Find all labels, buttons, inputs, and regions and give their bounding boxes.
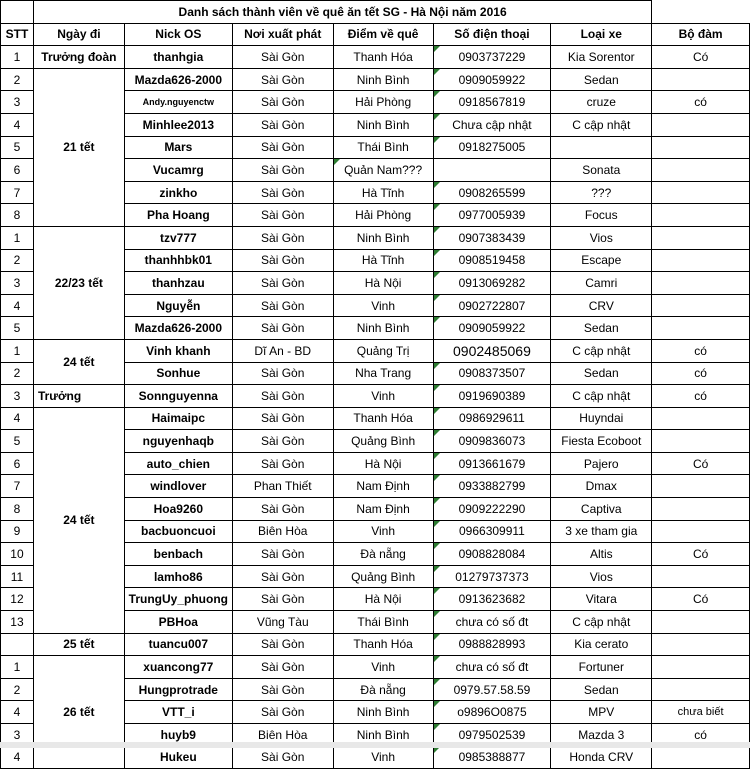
cell-radio[interactable]: [652, 498, 750, 521]
cell-from[interactable]: Sài Gòn: [232, 294, 333, 317]
cell-car[interactable]: Vios: [551, 565, 652, 588]
cell-nick[interactable]: thanhzau: [124, 272, 232, 295]
cell-nick[interactable]: Haimaipc: [124, 407, 232, 430]
cell-radio[interactable]: [652, 226, 750, 249]
cell-car[interactable]: Altis: [551, 543, 652, 566]
cell-nick[interactable]: auto_chien: [124, 452, 232, 475]
cell-car[interactable]: Kia cerato: [551, 633, 652, 656]
cell-nick[interactable]: Pha Hoang: [124, 204, 232, 227]
cell-nick[interactable]: tzv777: [124, 226, 232, 249]
cell-car[interactable]: cruze: [551, 91, 652, 114]
cell-car[interactable]: C cập nhật: [551, 385, 652, 408]
cell-nick[interactable]: Nguyễn: [124, 294, 232, 317]
cell-phone[interactable]: 0908265599: [433, 181, 551, 204]
cell-phone[interactable]: 0908519458: [433, 249, 551, 272]
cell-radio[interactable]: [652, 317, 750, 340]
cell-phone[interactable]: 0909059922: [433, 68, 551, 91]
cell-car[interactable]: Sedan: [551, 317, 652, 340]
header-to: Điểm về quê: [333, 23, 433, 46]
cell-radio[interactable]: Có: [652, 588, 750, 611]
cell-stt[interactable]: 5: [1, 136, 34, 159]
header-from: Nơi xuất phát: [232, 23, 333, 46]
cell-car[interactable]: Huyndai: [551, 407, 652, 430]
blank-cell[interactable]: [1, 1, 34, 24]
cell-nick[interactable]: windlover: [124, 475, 232, 498]
cell-to[interactable]: Vinh: [333, 746, 433, 769]
cell-stt[interactable]: 3: [1, 724, 34, 747]
cell-stt[interactable]: [1, 633, 34, 656]
cell-stt[interactable]: 2: [1, 249, 34, 272]
cell-stt[interactable]: 2: [1, 362, 34, 385]
cell-stt[interactable]: 4: [1, 407, 34, 430]
cell-to[interactable]: Thanh Hóa: [333, 407, 433, 430]
cell-phone[interactable]: 0913661679: [433, 452, 551, 475]
header-nick: Nick OS: [124, 23, 232, 46]
cell-car[interactable]: [551, 136, 652, 159]
cell-radio[interactable]: có: [652, 91, 750, 114]
cell-stt[interactable]: 12: [1, 588, 34, 611]
cell-from[interactable]: Sài Gòn: [232, 656, 333, 679]
header-radio: Bộ đàm: [652, 23, 750, 46]
cell-phone[interactable]: 0902722807: [433, 294, 551, 317]
cell-from[interactable]: Sài Gòn: [232, 113, 333, 136]
cell-stt[interactable]: 1: [1, 46, 34, 69]
cell-to[interactable]: Ninh Bình: [333, 701, 433, 724]
cell-from[interactable]: Vũng Tàu: [232, 611, 333, 634]
cell-stt[interactable]: 2: [1, 68, 34, 91]
cell-radio[interactable]: [652, 294, 750, 317]
cell-car[interactable]: ???: [551, 181, 652, 204]
cell-to[interactable]: Vinh: [333, 656, 433, 679]
cell-from[interactable]: Sài Gòn: [232, 159, 333, 182]
header-stt: STT: [1, 23, 34, 46]
cell-phone[interactable]: 0908373507: [433, 362, 551, 385]
cell-from[interactable]: Sài Gòn: [232, 317, 333, 340]
group-cell[interactable]: 24 tết: [33, 407, 124, 633]
cell-phone[interactable]: 0988828993: [433, 633, 551, 656]
cell-car[interactable]: Dmax: [551, 475, 652, 498]
cell-from[interactable]: Sài Gòn: [232, 498, 333, 521]
cell-car[interactable]: Sedan: [551, 362, 652, 385]
cell-phone[interactable]: 0918567819: [433, 91, 551, 114]
cell-phone[interactable]: 0966309911: [433, 520, 551, 543]
cell-car[interactable]: Sedan: [551, 678, 652, 701]
cell-from[interactable]: Sài Gòn: [232, 701, 333, 724]
cell-stt[interactable]: 4: [1, 113, 34, 136]
cell-stt[interactable]: 8: [1, 204, 34, 227]
cell-to[interactable]: Vinh: [333, 520, 433, 543]
blank-cell[interactable]: [652, 1, 750, 24]
cell-car[interactable]: Vitara: [551, 588, 652, 611]
header-car: Loại xe: [551, 23, 652, 46]
cell-phone[interactable]: 0919690389: [433, 385, 551, 408]
cell-from[interactable]: Sài Gòn: [232, 543, 333, 566]
cell-car[interactable]: Fiesta Ecoboot: [551, 430, 652, 453]
cell-stt[interactable]: 3: [1, 272, 34, 295]
cell-from[interactable]: Sài Gòn: [232, 633, 333, 656]
cell-car[interactable]: Captiva: [551, 498, 652, 521]
cell-radio[interactable]: [652, 204, 750, 227]
cell-from[interactable]: Sài Gòn: [232, 588, 333, 611]
cell-nick[interactable]: benbach: [124, 543, 232, 566]
cell-radio[interactable]: có: [652, 724, 750, 747]
cell-from[interactable]: Sài Gòn: [232, 385, 333, 408]
cell-stt[interactable]: 13: [1, 611, 34, 634]
cell-radio[interactable]: [652, 272, 750, 295]
cell-from[interactable]: Sài Gòn: [232, 430, 333, 453]
cell-stt[interactable]: 7: [1, 475, 34, 498]
cell-car[interactable]: CRV: [551, 294, 652, 317]
cell-to[interactable]: Vinh: [333, 294, 433, 317]
cell-to[interactable]: Ninh Bình: [333, 317, 433, 340]
cell-radio[interactable]: có: [652, 362, 750, 385]
cell-car[interactable]: Mazda 3: [551, 724, 652, 747]
cell-phone[interactable]: 0902485069: [433, 339, 551, 362]
cell-to[interactable]: Đà nẵng: [333, 678, 433, 701]
cell-from[interactable]: Sài Gòn: [232, 678, 333, 701]
cell-from[interactable]: Sài Gòn: [232, 68, 333, 91]
cell-to[interactable]: Hải Phòng: [333, 91, 433, 114]
cell-stt[interactable]: 1: [1, 339, 34, 362]
cell-radio[interactable]: [652, 68, 750, 91]
cell-stt[interactable]: 4: [1, 746, 34, 769]
cell-phone[interactable]: 0986929611: [433, 407, 551, 430]
cell-nick[interactable]: huyb9: [124, 724, 232, 747]
cell-radio[interactable]: có: [652, 339, 750, 362]
cell-stt[interactable]: 6: [1, 452, 34, 475]
cell-phone[interactable]: 0909836073: [433, 430, 551, 453]
cell-from[interactable]: Sài Gòn: [232, 181, 333, 204]
cell-to[interactable]: Ninh Bình: [333, 226, 433, 249]
header-phone: Số điện thoại: [433, 23, 551, 46]
cell-to[interactable]: Quảng Bình: [333, 430, 433, 453]
cell-radio[interactable]: [652, 656, 750, 679]
header-date: Ngày đi: [33, 23, 124, 46]
cell-to[interactable]: Thanh Hóa: [333, 46, 433, 69]
cell-from[interactable]: Sài Gòn: [232, 46, 333, 69]
group-cell[interactable]: 25 tết: [33, 633, 124, 656]
cell-nick[interactable]: PBHoa: [124, 611, 232, 634]
cell-to[interactable]: Ninh Bình: [333, 68, 433, 91]
cell-car[interactable]: Kia Sorentor: [551, 46, 652, 69]
cell-from[interactable]: Sài Gòn: [232, 226, 333, 249]
cell-to[interactable]: Nam Định: [333, 475, 433, 498]
cell-to[interactable]: Quảng Trị: [333, 339, 433, 362]
cell-nick[interactable]: tuancu007: [124, 633, 232, 656]
cell-from[interactable]: Sài Gòn: [232, 407, 333, 430]
cell-to[interactable]: Nha Trang: [333, 362, 433, 385]
sheet-title: Danh sách thành viên về quê ăn tết SG - Hà Nội năm 2016: [33, 1, 651, 24]
cell-car[interactable]: Focus: [551, 204, 652, 227]
cell-phone[interactable]: 0913069282: [433, 272, 551, 295]
cell-phone[interactable]: 0913623682: [433, 588, 551, 611]
group-cell[interactable]: 24 tết: [33, 339, 124, 384]
cell-nick[interactable]: Minhlee2013: [124, 113, 232, 136]
cell-nick[interactable]: Hukeu: [124, 746, 232, 769]
cell-car[interactable]: Sonata: [551, 159, 652, 182]
cell-car[interactable]: Pajero: [551, 452, 652, 475]
cell-car[interactable]: 3 xe tham gia: [551, 520, 652, 543]
cell-nick[interactable]: lamho86: [124, 565, 232, 588]
cell-nick[interactable]: bacbuoncuoi: [124, 520, 232, 543]
cell-to[interactable]: Thái Bình: [333, 136, 433, 159]
cell-stt[interactable]: 3: [1, 91, 34, 114]
cell-car[interactable]: C cập nhật: [551, 339, 652, 362]
cell-stt[interactable]: 1: [1, 656, 34, 679]
cell-from[interactable]: Sài Gòn: [232, 272, 333, 295]
cell-radio[interactable]: [652, 159, 750, 182]
cell-from[interactable]: Sài Gòn: [232, 565, 333, 588]
cell-nick[interactable]: thanhhbk01: [124, 249, 232, 272]
cell-phone[interactable]: 0985388877: [433, 746, 551, 769]
cell-from[interactable]: Sài Gòn: [232, 91, 333, 114]
cell-radio[interactable]: chưa biết: [652, 701, 750, 724]
cell-phone[interactable]: chưa có số đt: [433, 611, 551, 634]
cell-radio[interactable]: [652, 136, 750, 159]
cell-phone[interactable]: [433, 159, 551, 182]
cell-nick[interactable]: Mazda626-2000: [124, 68, 232, 91]
cell-radio[interactable]: [652, 113, 750, 136]
cell-to[interactable]: Hà Nội: [333, 588, 433, 611]
cell-from[interactable]: Dĩ An - BD: [232, 339, 333, 362]
cell-to[interactable]: Hà Tĩnh: [333, 249, 433, 272]
cell-radio[interactable]: có: [652, 385, 750, 408]
cell-from[interactable]: Sài Gòn: [232, 249, 333, 272]
cell-stt[interactable]: 11: [1, 565, 34, 588]
cell-from[interactable]: Phan Thiết: [232, 475, 333, 498]
cell-nick[interactable]: nguyenhaqb: [124, 430, 232, 453]
cell-stt[interactable]: 4: [1, 701, 34, 724]
cell-radio[interactable]: [652, 678, 750, 701]
cell-radio[interactable]: [652, 611, 750, 634]
cell-car[interactable]: MPV: [551, 701, 652, 724]
cell-stt[interactable]: 9: [1, 520, 34, 543]
cell-phone[interactable]: 0908828084: [433, 543, 551, 566]
cell-phone[interactable]: 0933882799: [433, 475, 551, 498]
cell-radio[interactable]: [652, 430, 750, 453]
cell-car[interactable]: Honda CRV: [551, 746, 652, 769]
cell-phone[interactable]: 01279737373: [433, 565, 551, 588]
cell-nick[interactable]: Sonhue: [124, 362, 232, 385]
cell-to[interactable]: Hà Nội: [333, 272, 433, 295]
cell-stt[interactable]: 5: [1, 317, 34, 340]
cell-from[interactable]: Sài Gòn: [232, 204, 333, 227]
cell-nick[interactable]: VTT_i: [124, 701, 232, 724]
cell-stt[interactable]: 6: [1, 159, 34, 182]
cell-stt[interactable]: 8: [1, 498, 34, 521]
cell-phone[interactable]: 0903737229: [433, 46, 551, 69]
cell-to[interactable]: Ninh Bình: [333, 113, 433, 136]
group-cell[interactable]: 26 tết: [33, 656, 124, 769]
group-cell[interactable]: Trưởng đoàn: [33, 46, 124, 69]
cell-phone[interactable]: chưa có số đt: [433, 656, 551, 679]
cell-stt[interactable]: 3: [1, 385, 34, 408]
cell-from[interactable]: Sài Gòn: [232, 452, 333, 475]
cell-car[interactable]: Escape: [551, 249, 652, 272]
cell-nick[interactable]: Andy.nguyenctw: [124, 91, 232, 114]
cell-to[interactable]: Quản Nam???: [333, 159, 433, 182]
cell-nick[interactable]: xuancong77: [124, 656, 232, 679]
cell-car[interactable]: Vios: [551, 226, 652, 249]
cell-to[interactable]: Đà nẵng: [333, 543, 433, 566]
cell-radio[interactable]: Có: [652, 543, 750, 566]
cell-radio[interactable]: [652, 475, 750, 498]
cell-from[interactable]: Biên Hòa: [232, 724, 333, 747]
cell-radio[interactable]: [652, 249, 750, 272]
cell-to[interactable]: Thanh Hóa: [333, 633, 433, 656]
cell-radio[interactable]: [652, 633, 750, 656]
cell-nick[interactable]: Vucamrg: [124, 159, 232, 182]
cell-nick[interactable]: zinkho: [124, 181, 232, 204]
cell-phone[interactable]: 0907383439: [433, 226, 551, 249]
cell-phone[interactable]: 0977005939: [433, 204, 551, 227]
cell-phone[interactable]: 0909059922: [433, 317, 551, 340]
group-cell[interactable]: 22/23 tết: [33, 226, 124, 339]
cell-stt[interactable]: 1: [1, 226, 34, 249]
cell-nick[interactable]: Hungprotrade: [124, 678, 232, 701]
cell-to[interactable]: Quảng Bình: [333, 565, 433, 588]
cell-radio[interactable]: [652, 407, 750, 430]
cell-to[interactable]: Hà Nội: [333, 452, 433, 475]
cell-stt[interactable]: 4: [1, 294, 34, 317]
cell-phone[interactable]: 0918275005: [433, 136, 551, 159]
sheet-tab-bar[interactable]: [0, 742, 750, 748]
cell-to[interactable]: Nam Định: [333, 498, 433, 521]
cell-phone[interactable]: Chưa cập nhật: [433, 113, 551, 136]
cell-stt[interactable]: 10: [1, 543, 34, 566]
cell-nick[interactable]: thanhgia: [124, 46, 232, 69]
cell-from[interactable]: Biên Hòa: [232, 520, 333, 543]
cell-nick[interactable]: Mazda626-2000: [124, 317, 232, 340]
group-cell[interactable]: Trưởng: [33, 385, 124, 408]
cell-car[interactable]: Camri: [551, 272, 652, 295]
cell-to[interactable]: Hải Phòng: [333, 204, 433, 227]
cell-stt[interactable]: 2: [1, 678, 34, 701]
cell-from[interactable]: Sài Gòn: [232, 746, 333, 769]
cell-from[interactable]: Sài Gòn: [232, 136, 333, 159]
group-cell[interactable]: 21 tết: [33, 68, 124, 226]
cell-car[interactable]: Fortuner: [551, 656, 652, 679]
cell-radio[interactable]: [652, 746, 750, 769]
cell-nick[interactable]: Mars: [124, 136, 232, 159]
cell-nick[interactable]: TrungUy_phuong: [124, 588, 232, 611]
cell-nick[interactable]: Hoa9260: [124, 498, 232, 521]
cell-to[interactable]: Hà Tĩnh: [333, 181, 433, 204]
cell-nick[interactable]: Vinh khanh: [124, 339, 232, 362]
cell-nick[interactable]: Sonnguyenna: [124, 385, 232, 408]
cell-car[interactable]: C cập nhật: [551, 611, 652, 634]
cell-to[interactable]: Thái Bình: [333, 611, 433, 634]
cell-radio[interactable]: [652, 565, 750, 588]
cell-to[interactable]: Ninh Bình: [333, 724, 433, 747]
cell-from[interactable]: Sài Gòn: [232, 362, 333, 385]
cell-car[interactable]: Sedan: [551, 68, 652, 91]
cell-radio[interactable]: Có: [652, 452, 750, 475]
cell-stt[interactable]: 5: [1, 430, 34, 453]
cell-phone[interactable]: 0909222290: [433, 498, 551, 521]
cell-car[interactable]: C cập nhật: [551, 113, 652, 136]
cell-to[interactable]: Vinh: [333, 385, 433, 408]
cell-stt[interactable]: 7: [1, 181, 34, 204]
cell-phone[interactable]: o9896O0875: [433, 701, 551, 724]
cell-radio[interactable]: [652, 520, 750, 543]
cell-phone[interactable]: 0979502539: [433, 724, 551, 747]
cell-phone[interactable]: 0979.57.58.59: [433, 678, 551, 701]
cell-radio[interactable]: Có: [652, 46, 750, 69]
cell-radio[interactable]: [652, 181, 750, 204]
